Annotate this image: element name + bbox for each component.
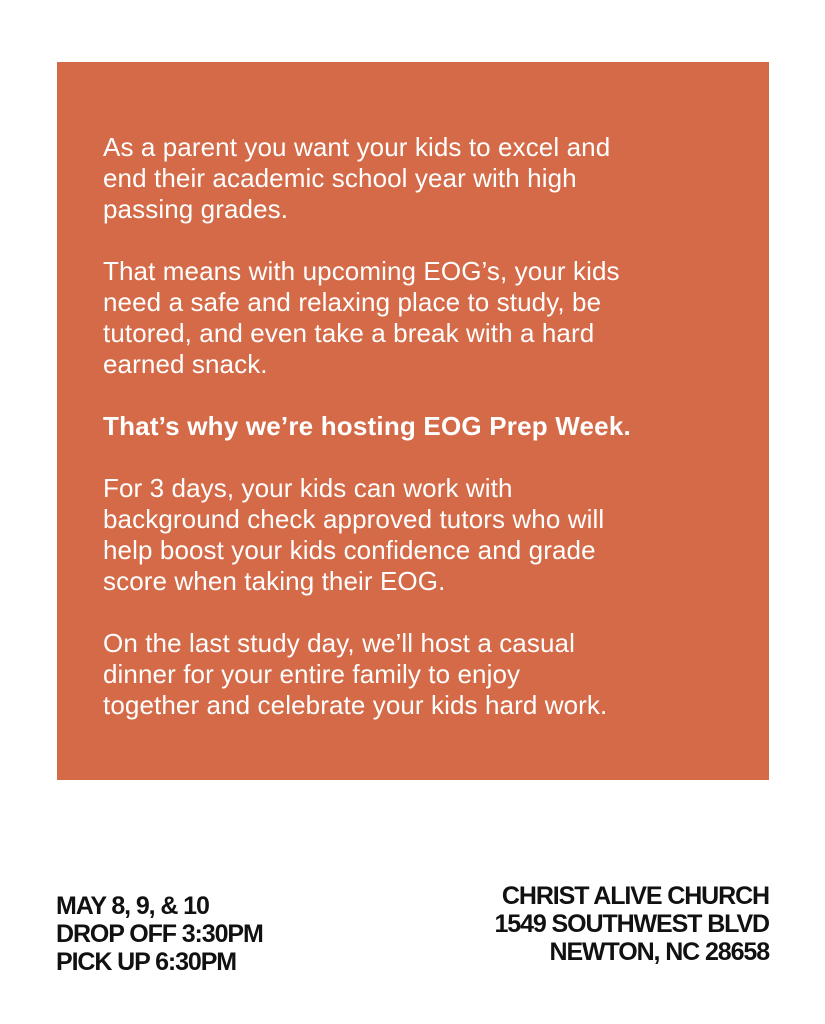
drop-off-time: DROP OFF 3:30PM	[56, 920, 263, 948]
location-block	[494, 882, 769, 966]
details-paragraph: For 3 days, your kids can work with background check approved tutors who will help boost your kids confidence and grade score when taking their EOG.	[103, 473, 605, 596]
intro-paragraph: As a parent you want your kids to excel and end their academic school year with high passing grades.	[103, 132, 611, 224]
event-dates: MAY 8, 9, & 10	[56, 892, 209, 920]
venue-name: CHRIST ALIVE CHURCH	[501, 882, 769, 910]
venue-street: 1549 SOUTHWEST BLVD	[494, 910, 769, 938]
dinner-paragraph: On the last study day, we’ll host a casual dinner for your entire family to enjoy together and celebrate your kids hard work.	[103, 628, 608, 720]
orange-content-panel	[57, 62, 769, 780]
schedule-block	[56, 892, 263, 976]
pick-up-time: PICK UP 6:30PM	[56, 948, 237, 976]
headline-paragraph: That’s why we’re hosting EOG Prep Week.	[103, 411, 631, 441]
panel-body-text	[103, 132, 723, 752]
need-paragraph: That means with upcoming EOG’s, your kids need a safe and relaxing place to study, be tutored, and even take a break with a hard earned snack.	[103, 256, 620, 379]
venue-city: NEWTON, NC 28658	[549, 938, 769, 966]
